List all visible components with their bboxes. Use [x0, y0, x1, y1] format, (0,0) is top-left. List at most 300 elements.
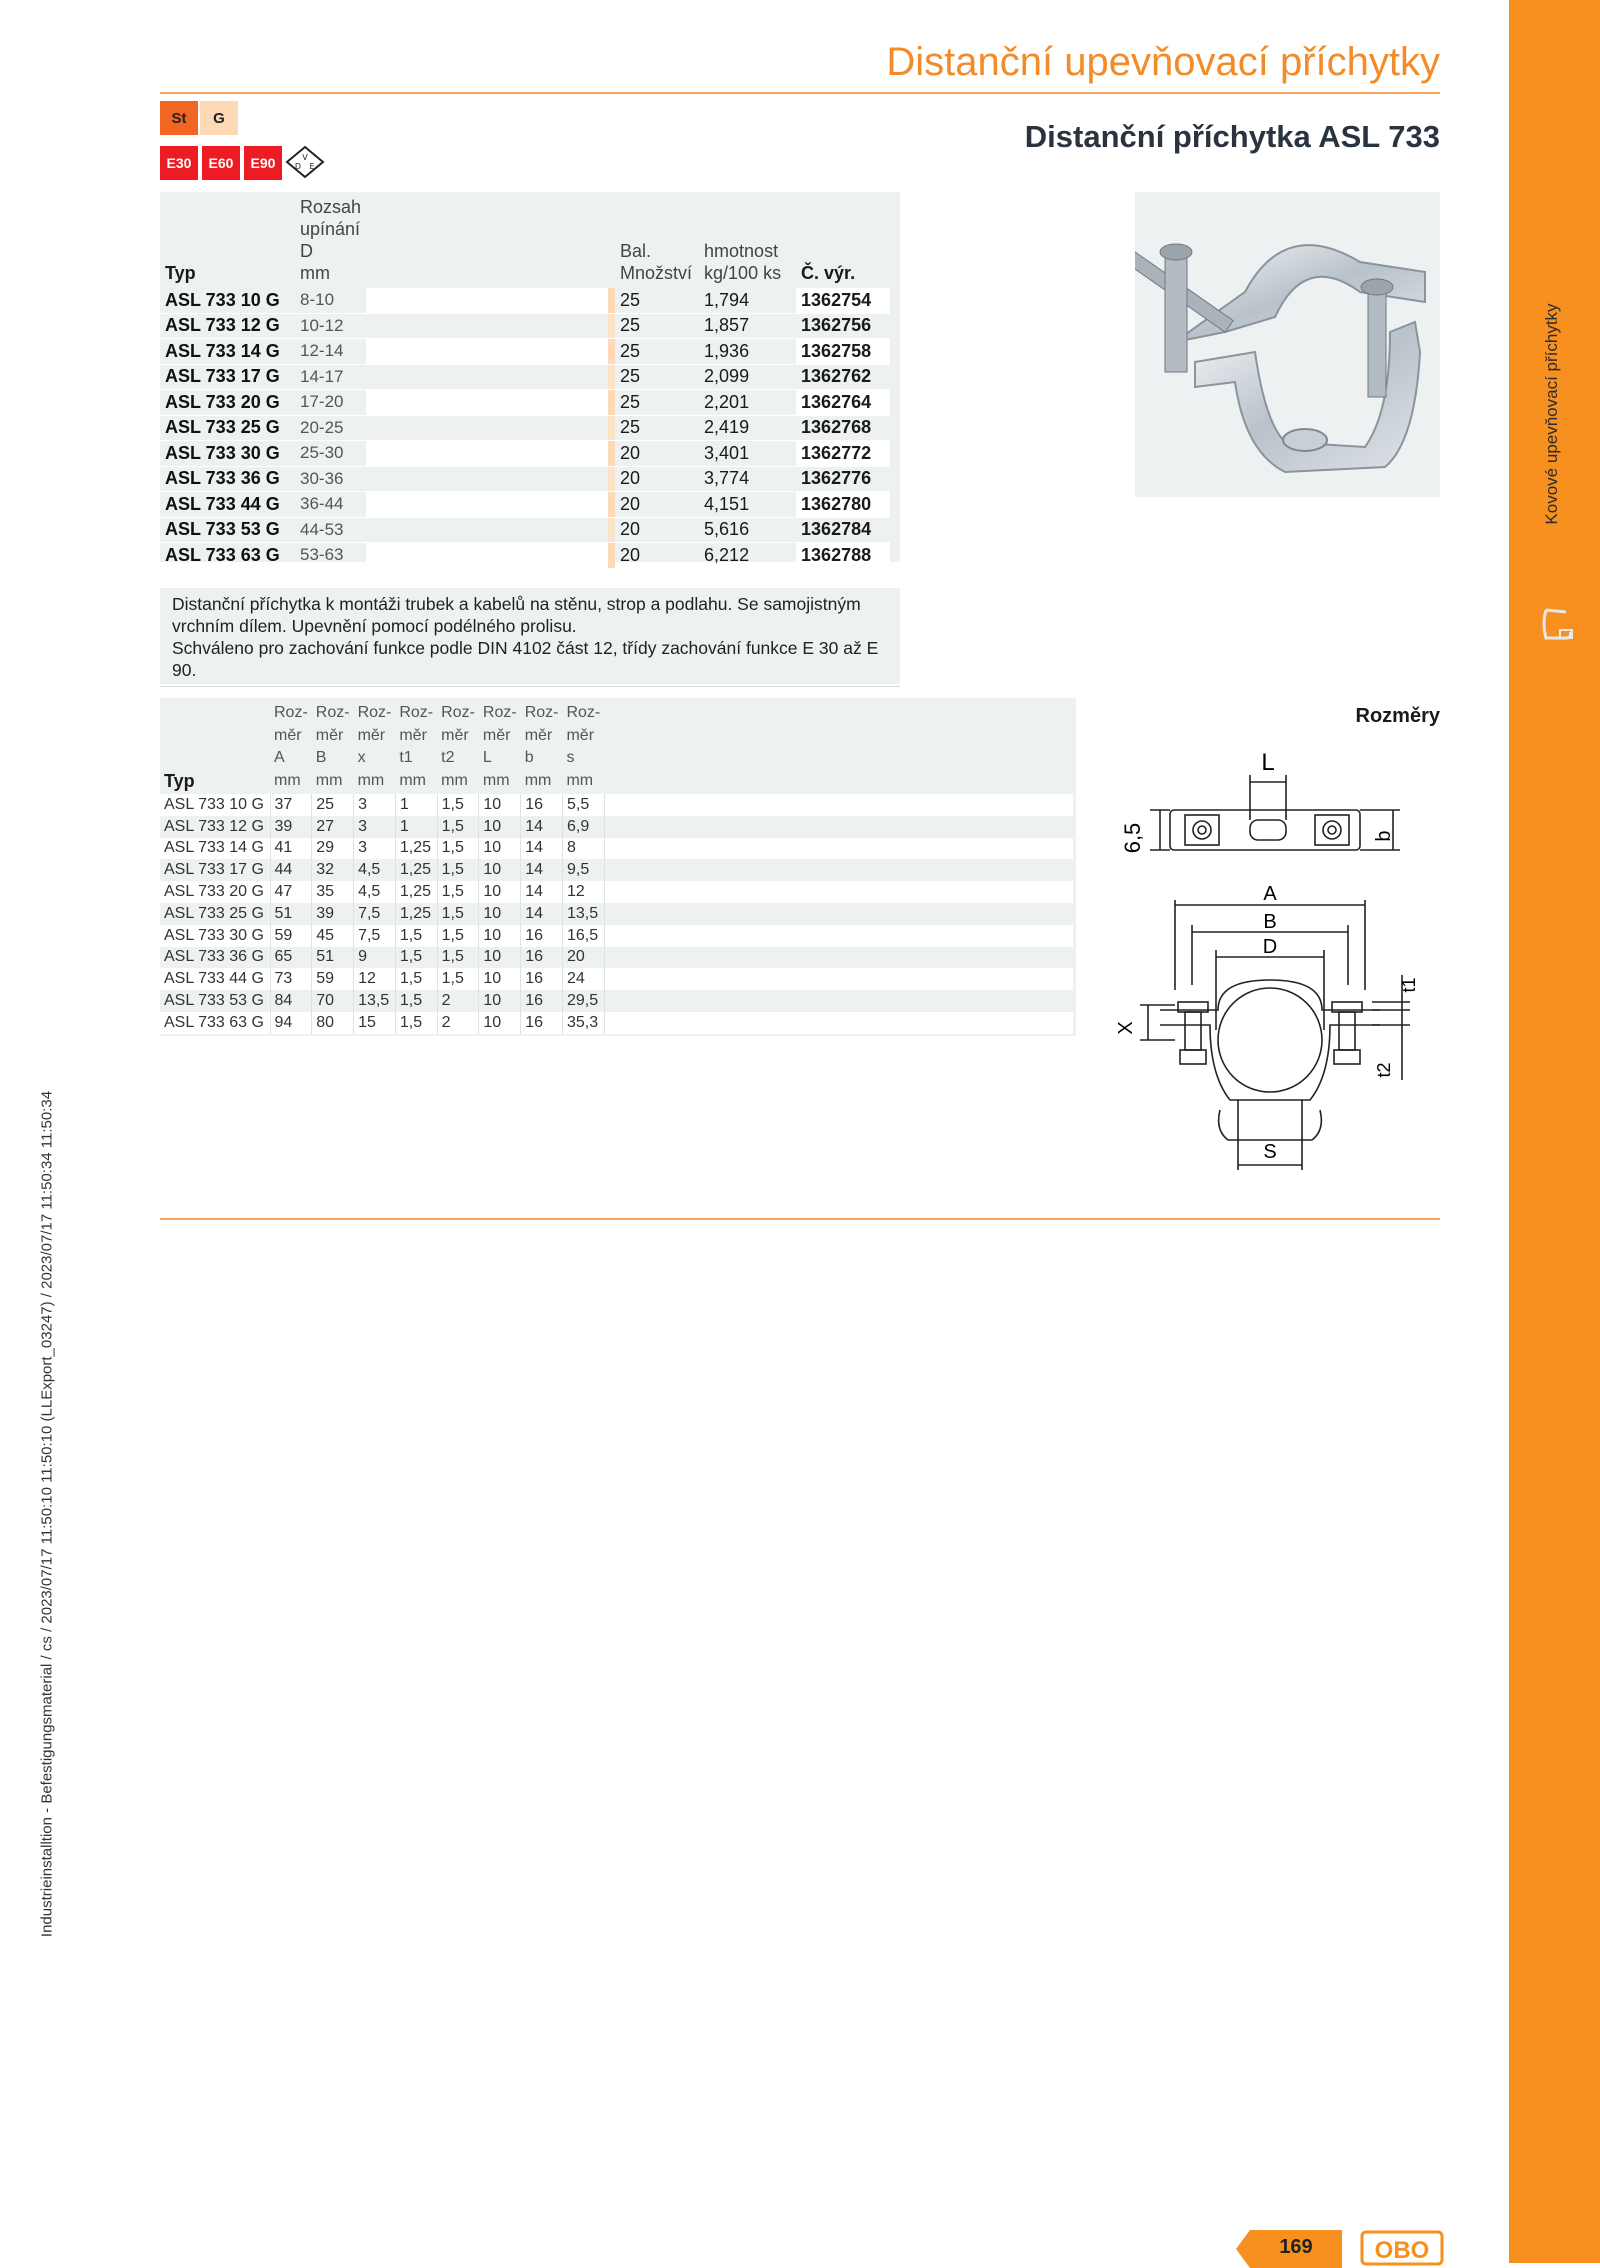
dim-col-header-line: t1	[399, 749, 413, 766]
dimension-blank	[604, 794, 1073, 816]
separator-cell	[608, 313, 615, 339]
product-type: ASL 733 63 G	[160, 543, 295, 569]
dimension-blank	[604, 838, 1073, 860]
label-t2: t2	[1374, 1062, 1394, 1078]
dimension-value: 4,5	[354, 859, 396, 881]
dimension-row	[160, 838, 1073, 860]
dimensions-title: Rozměry	[1355, 705, 1440, 727]
dimension-value: 1,25	[395, 903, 437, 925]
dimension-value: 94	[270, 1012, 312, 1034]
dimension-value: 73	[270, 968, 312, 990]
col-weight-l2: kg/100 ks	[704, 263, 782, 283]
dimension-value: 10	[479, 816, 521, 838]
dimension-value: 39	[312, 903, 354, 925]
dimension-row	[160, 794, 1073, 816]
dimension-value: 1,5	[437, 816, 479, 838]
dim-col-header-line: měr	[482, 726, 511, 744]
dimension-value: 29,5	[562, 990, 604, 1012]
col-blank	[366, 192, 608, 288]
description-divider	[160, 686, 900, 687]
weight: 2,419	[699, 415, 796, 441]
dimension-value: 2	[437, 990, 479, 1012]
dimension-type: ASL 733 25 G	[160, 903, 270, 925]
package-qty: 25	[615, 288, 699, 313]
col-sep	[608, 192, 615, 288]
label-t1: t1	[1399, 977, 1419, 993]
article-number: 1362776	[796, 466, 890, 492]
product-row	[160, 543, 890, 569]
weight: 1,936	[699, 339, 796, 365]
product-row	[160, 390, 890, 416]
dim-col-header	[479, 698, 521, 794]
article-number: 1362762	[796, 364, 890, 390]
svg-text:V: V	[302, 153, 308, 162]
dim-col-header-line: L	[482, 749, 492, 766]
dimension-value: 10	[479, 881, 521, 903]
dimension-value: 14	[521, 859, 563, 881]
dimension-value: 51	[312, 947, 354, 969]
clamp-range: 8-10	[295, 288, 366, 313]
product-type: ASL 733 53 G	[160, 517, 295, 543]
dimension-value: 1	[395, 816, 437, 838]
dimension-value: 1,5	[437, 794, 479, 816]
dimension-value: 27	[312, 816, 354, 838]
blank-cell	[366, 364, 608, 390]
dimension-value: 16	[521, 990, 563, 1012]
separator-cell	[608, 492, 615, 518]
dim-col-header-line: Roz-	[357, 704, 392, 721]
dimension-row	[160, 816, 1073, 838]
dimension-row	[160, 859, 1073, 881]
dimension-row	[160, 968, 1073, 990]
dimension-value: 25	[312, 794, 354, 816]
package-qty: 25	[615, 415, 699, 441]
dimension-row	[160, 903, 1073, 925]
package-qty: 20	[615, 517, 699, 543]
weight: 2,201	[699, 390, 796, 416]
separator-cell	[608, 390, 615, 416]
separator-cell	[608, 415, 615, 441]
fire-badge-e30: E30	[160, 146, 198, 180]
package-qty: 25	[615, 339, 699, 365]
col-weight	[699, 192, 796, 288]
dimension-value: 14	[521, 838, 563, 860]
fire-badge-e60: E60	[202, 146, 240, 180]
material-badge-g: G	[200, 101, 238, 135]
dimension-value: 6,9	[562, 816, 604, 838]
product-row	[160, 492, 890, 518]
dimension-value: 1,5	[437, 947, 479, 969]
dim-col-header-line: Roz-	[315, 704, 350, 721]
blank-cell	[366, 466, 608, 492]
product-row	[160, 288, 890, 313]
dimension-value: 1,5	[437, 881, 479, 903]
dimension-value: 10	[479, 794, 521, 816]
dim-col-header-line: měr	[399, 726, 427, 744]
weight: 1,857	[699, 313, 796, 339]
dimension-value: 70	[312, 990, 354, 1012]
article-number: 1362756	[796, 313, 890, 339]
dimension-blank	[604, 881, 1073, 903]
dimension-value: 20	[562, 947, 604, 969]
dimension-value: 1,5	[437, 968, 479, 990]
article-number: 1362764	[796, 390, 890, 416]
package-qty: 20	[615, 492, 699, 518]
product-type: ASL 733 17 G	[160, 364, 295, 390]
dimension-value: 9,5	[562, 859, 604, 881]
dim-col-typ: Typ	[164, 770, 195, 791]
material-badge-st: St	[160, 101, 198, 135]
dimension-value: 10	[479, 1012, 521, 1034]
weight: 6,212	[699, 543, 796, 569]
label-D: D	[1262, 936, 1278, 958]
dim-col-blank	[604, 698, 1073, 794]
description-line-2: Schváleno pro zachování funkce podle DIN 4102 část 12, třídy zachování funkce E 30 až E 90.	[172, 638, 879, 680]
dimension-type: ASL 733 36 G	[160, 947, 270, 969]
product-type: ASL 733 14 G	[160, 339, 295, 365]
product-type: ASL 733 36 G	[160, 466, 295, 492]
product-table	[160, 192, 900, 565]
dim-col-header-line: mm	[399, 771, 426, 789]
package-qty: 25	[615, 313, 699, 339]
weight: 2,099	[699, 364, 796, 390]
article-number: 1362780	[796, 492, 890, 518]
dimension-value: 47	[270, 881, 312, 903]
dimension-value: 84	[270, 990, 312, 1012]
dim-col-header-line: měr	[566, 726, 595, 744]
dim-col-header-line: Roz-	[524, 704, 559, 721]
dim-col-header-line: měr	[357, 726, 386, 744]
product-row	[160, 466, 890, 492]
dimension-value: 1,5	[395, 947, 437, 969]
dimension-value: 14	[521, 881, 563, 903]
product-type: ASL 733 20 G	[160, 390, 295, 416]
dimension-value: 10	[479, 903, 521, 925]
dimension-value: 14	[521, 816, 563, 838]
dimension-value: 1,5	[437, 859, 479, 881]
blank-cell	[366, 517, 608, 543]
product-row	[160, 415, 890, 441]
weight: 4,151	[699, 492, 796, 518]
dimension-value: 1,5	[395, 1012, 437, 1034]
dimension-value: 3	[354, 838, 396, 860]
dim-col-header-line: mm	[315, 771, 343, 789]
dimension-blank	[604, 947, 1073, 969]
dimension-value: 59	[312, 968, 354, 990]
dimension-value: 13,5	[354, 990, 396, 1012]
dim-col-header	[354, 698, 396, 794]
dim-col-header-line: Roz-	[566, 704, 601, 721]
blank-cell	[366, 288, 608, 313]
dimension-blank	[604, 925, 1073, 947]
label-6-5: 6,5	[1120, 822, 1145, 854]
page-number: 169	[1279, 2236, 1313, 2258]
dimension-row	[160, 925, 1073, 947]
dimension-value: 10	[479, 859, 521, 881]
dimension-value: 35	[312, 881, 354, 903]
product-type: ASL 733 44 G	[160, 492, 295, 518]
label-s: S	[1263, 1141, 1277, 1163]
weight: 1,794	[699, 288, 796, 313]
dimension-value: 2	[437, 1012, 479, 1034]
dimension-value: 12	[562, 881, 604, 903]
label-x: X	[1115, 1021, 1137, 1035]
article-number: 1362784	[796, 517, 890, 543]
dimension-blank	[604, 903, 1073, 925]
dimension-type: ASL 733 30 G	[160, 925, 270, 947]
dim-col-header	[270, 698, 312, 794]
dimension-value: 1,25	[395, 881, 437, 903]
dimension-value: 7,5	[354, 903, 396, 925]
dimension-type: ASL 733 53 G	[160, 990, 270, 1012]
article-number: 1362768	[796, 415, 890, 441]
separator-cell	[608, 364, 615, 390]
separator-cell	[608, 466, 615, 492]
dimension-row	[160, 990, 1073, 1012]
dimension-value: 16	[521, 1012, 563, 1034]
dimensions-table-header	[160, 698, 1073, 794]
weight: 3,401	[699, 441, 796, 467]
dimension-value: 37	[270, 794, 312, 816]
product-type: ASL 733 30 G	[160, 441, 295, 467]
fire-badge-e90: E90	[244, 146, 282, 180]
product-table-header	[160, 192, 890, 288]
product-row	[160, 364, 890, 390]
dimension-value: 1,25	[395, 859, 437, 881]
dim-col-header-line: mm	[482, 771, 510, 789]
dimension-value: 4,5	[354, 881, 396, 903]
clamp-range: 12-14	[295, 339, 366, 365]
product-row	[160, 517, 890, 543]
dim-col-header-line: Roz-	[399, 704, 434, 721]
product-row	[160, 339, 890, 365]
col-range-l2: upínání	[300, 219, 361, 239]
label-B: B	[1263, 911, 1277, 933]
separator-cell	[608, 441, 615, 467]
dim-col-header-line: mm	[274, 771, 301, 789]
export-metadata: Industrieinstalltion - Befestigungsmaterial / cs / 2023/07/17 11:50:10 11:50:10 (LLExport_03247) / 2023/07/17 11:50:34 11:50:34	[38, 1090, 56, 1938]
obo-logo-text: OBO	[1374, 2237, 1430, 2264]
dim-col-header-line: x	[357, 749, 366, 766]
dimension-value: 10	[479, 838, 521, 860]
col-qty-l1: Bal.	[620, 241, 652, 261]
dim-col-header	[395, 698, 437, 794]
dim-col-header-line: b	[524, 749, 534, 766]
product-title: Distanční příchytka ASL 733	[1024, 119, 1440, 154]
article-number: 1362758	[796, 339, 890, 365]
dimension-value: 13,5	[562, 903, 604, 925]
dim-col-header-line: mm	[441, 771, 468, 789]
blank-cell	[366, 390, 608, 416]
dim-col-header-line: měr	[315, 726, 344, 744]
product-row	[160, 441, 890, 467]
clamp-range: 36-44	[295, 492, 366, 518]
clamp-range: 53-63	[295, 543, 366, 569]
dimension-blank	[604, 990, 1073, 1012]
dim-col-header	[312, 698, 354, 794]
dimension-value: 14	[521, 903, 563, 925]
clamp-range: 14-17	[295, 364, 366, 390]
dim-col-header-line: měr	[524, 726, 553, 744]
product-type: ASL 733 10 G	[160, 288, 295, 313]
blank-cell	[366, 415, 608, 441]
dimension-value: 16,5	[562, 925, 604, 947]
label-L: L	[1261, 749, 1275, 776]
separator-cell	[608, 543, 615, 569]
col-article: Č. výr.	[801, 263, 856, 283]
package-qty: 20	[615, 466, 699, 492]
article-number: 1362754	[796, 288, 890, 313]
blank-cell	[366, 441, 608, 467]
dimension-value: 41	[270, 838, 312, 860]
col-range-l4: mm	[300, 263, 330, 283]
obo-logo	[1360, 2228, 1444, 2268]
dimension-value: 35,3	[562, 1012, 604, 1034]
product-type: ASL 733 25 G	[160, 415, 295, 441]
clip-icon	[1538, 602, 1578, 648]
dimension-blank	[604, 1012, 1073, 1034]
dimension-type: ASL 733 12 G	[160, 816, 270, 838]
dimension-value: 24	[562, 968, 604, 990]
dimension-value: 65	[270, 947, 312, 969]
dimension-value: 44	[270, 859, 312, 881]
title-divider	[160, 92, 1440, 94]
separator-cell	[608, 517, 615, 543]
dimension-value: 1,5	[395, 968, 437, 990]
dimension-row	[160, 881, 1073, 903]
dimension-value: 5,5	[562, 794, 604, 816]
label-A: A	[1263, 883, 1277, 905]
dimension-value: 12	[354, 968, 396, 990]
dim-col-header-line: Roz-	[441, 704, 475, 721]
weight: 3,774	[699, 466, 796, 492]
content-divider	[160, 1218, 1440, 1220]
package-qty: 20	[615, 441, 699, 467]
dimension-value: 3	[354, 794, 396, 816]
dimension-type: ASL 733 20 G	[160, 881, 270, 903]
separator-cell	[608, 288, 615, 313]
dim-col-header-line: Roz-	[274, 704, 308, 721]
dimension-value: 59	[270, 925, 312, 947]
page-title: Distanční upevňovací příchytky	[886, 40, 1440, 84]
dimension-value: 8	[562, 838, 604, 860]
product-row	[160, 313, 890, 339]
dim-col-header-line: mm	[357, 771, 385, 789]
dim-col-header-line: mm	[524, 771, 552, 789]
weight: 5,616	[699, 517, 796, 543]
dimension-blank	[604, 968, 1073, 990]
col-qty-l2: Množství	[620, 263, 693, 283]
blank-cell	[366, 339, 608, 365]
product-photo	[1135, 192, 1440, 497]
label-b: b	[1373, 830, 1395, 842]
blank-cell	[366, 313, 608, 339]
dimension-value: 29	[312, 838, 354, 860]
svg-text:E: E	[309, 162, 315, 171]
clamp-range: 25-30	[295, 441, 366, 467]
separator-cell	[608, 339, 615, 365]
dim-col-header-line: A	[274, 749, 285, 766]
col-range-l3: D	[300, 241, 313, 261]
dimension-drawing	[1110, 740, 1440, 1180]
svg-text:D: D	[294, 162, 302, 171]
dim-col-header-line: měr	[274, 726, 302, 744]
dimension-value: 16	[521, 947, 563, 969]
package-qty: 20	[615, 543, 699, 569]
dim-col-header-line: Roz-	[482, 704, 517, 721]
dimension-value: 80	[312, 1012, 354, 1034]
sidebar-label: Kovové upevňovací příchytky	[1542, 303, 1561, 525]
col-qty	[615, 192, 699, 288]
dimension-value: 1,25	[395, 838, 437, 860]
dimension-blank	[604, 859, 1073, 881]
col-range-l1: Rozsah	[300, 197, 362, 217]
dim-col-header	[437, 698, 479, 794]
dimension-value: 10	[479, 990, 521, 1012]
dimension-value: 51	[270, 903, 312, 925]
dim-col-header-line: B	[315, 749, 327, 766]
clamp-range: 17-20	[295, 390, 366, 416]
article-number: 1362788	[796, 543, 890, 569]
dimension-value: 1,5	[395, 925, 437, 947]
dim-col-header	[521, 698, 563, 794]
dimension-value: 1	[395, 794, 437, 816]
col-range	[295, 192, 366, 288]
dimension-value: 10	[479, 925, 521, 947]
dimension-value: 1,5	[437, 838, 479, 860]
dimension-value: 1,5	[437, 925, 479, 947]
dim-col-header	[562, 698, 604, 794]
col-weight-l1: hmotnost	[704, 241, 779, 261]
dim-col-header-line: t2	[441, 749, 455, 766]
clamp-range: 44-53	[295, 517, 366, 543]
dimension-value: 3	[354, 816, 396, 838]
clamp-range: 20-25	[295, 415, 366, 441]
dimension-row	[160, 947, 1073, 969]
dimension-value: 32	[312, 859, 354, 881]
dimension-value: 45	[312, 925, 354, 947]
dimension-value: 39	[270, 816, 312, 838]
dimension-value: 10	[479, 968, 521, 990]
dimension-value: 9	[354, 947, 396, 969]
dimension-value: 10	[479, 947, 521, 969]
blank-cell	[366, 543, 608, 569]
package-qty: 25	[615, 364, 699, 390]
dimension-blank	[604, 816, 1073, 838]
dimension-type: ASL 733 14 G	[160, 838, 270, 860]
dimension-value: 15	[354, 1012, 396, 1034]
dim-col-header-line: měr	[441, 726, 469, 744]
dimension-value: 7,5	[354, 925, 396, 947]
dim-col-header-line: mm	[566, 771, 594, 789]
dimension-value: 16	[521, 794, 563, 816]
product-description	[160, 588, 900, 684]
dim-col-header-line: s	[566, 749, 575, 766]
clamp-range: 30-36	[295, 466, 366, 492]
article-number: 1362772	[796, 441, 890, 467]
description-line-1: Distanční příchytka k montáži trubek a kabelů na stěnu, strop a podlahu. Se samojistným vrchním dílem. Upevnění pomocí podélného prolisu.	[172, 594, 861, 636]
dimension-type: ASL 733 10 G	[160, 794, 270, 816]
dimension-type: ASL 733 63 G	[160, 1012, 270, 1034]
blank-cell	[366, 492, 608, 518]
dimension-value: 1,5	[437, 903, 479, 925]
dimension-row	[160, 1012, 1073, 1034]
dimensions-table	[160, 698, 1076, 1036]
dimension-type: ASL 733 17 G	[160, 859, 270, 881]
dimension-value: 1,5	[395, 990, 437, 1012]
col-typ: Typ	[165, 263, 196, 283]
clamp-range: 10-12	[295, 313, 366, 339]
